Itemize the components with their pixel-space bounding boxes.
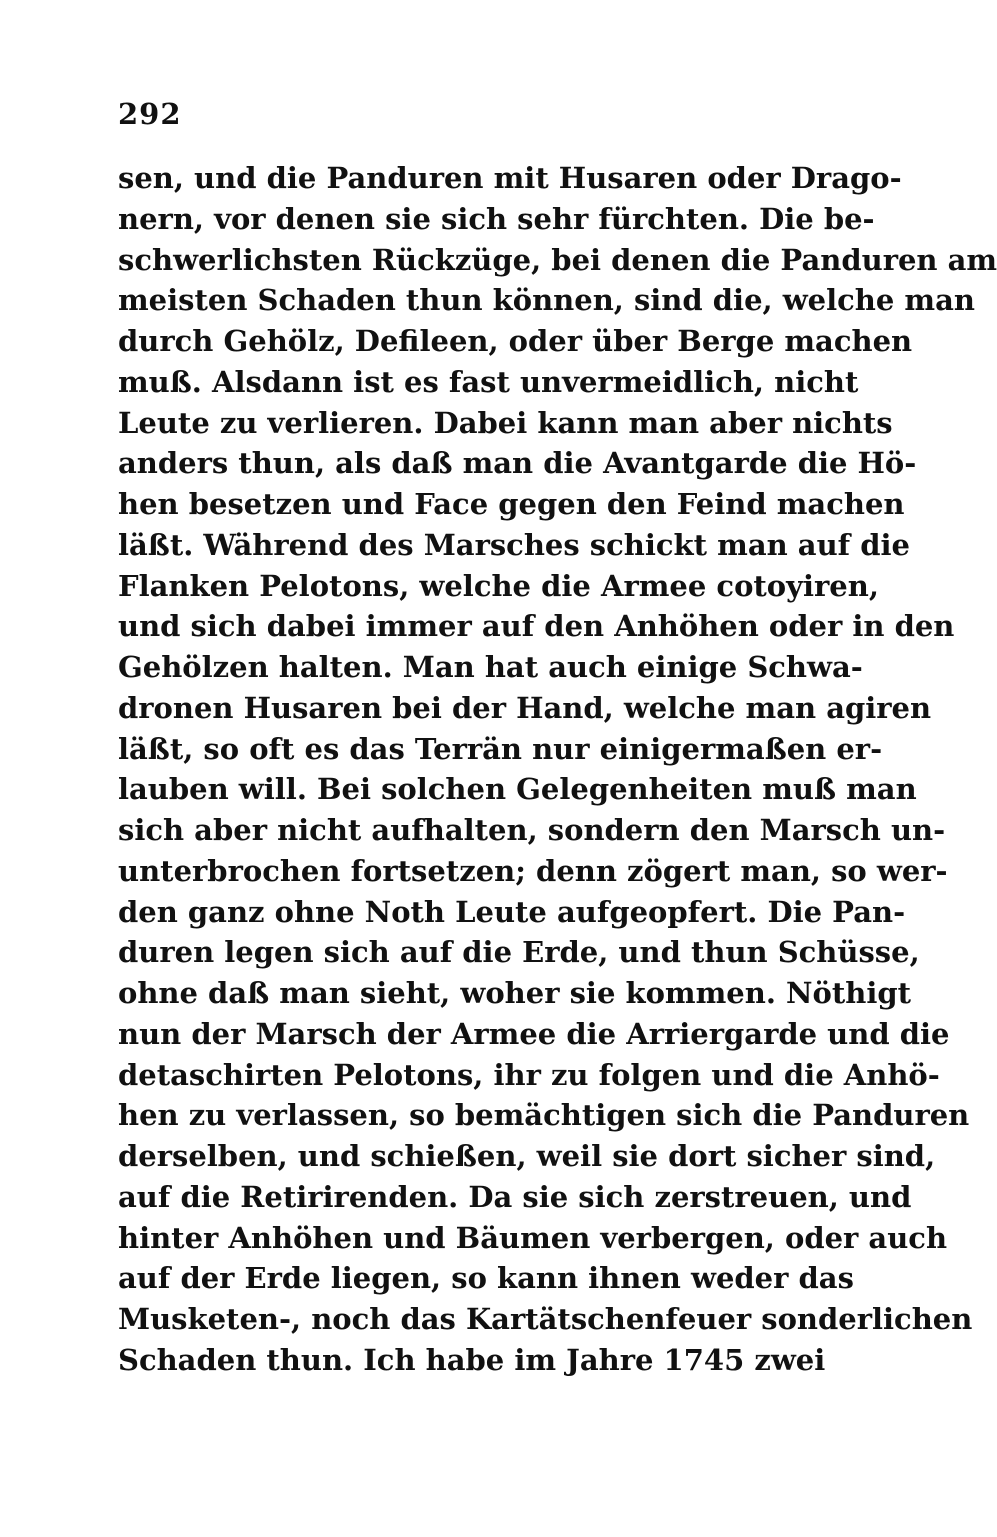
text-line: Schaden thun. Ich habe im Jahre 1745 zwei bbox=[118, 1342, 826, 1377]
text-line: muß. Alsdann ist es fast unvermeidlich, nicht bbox=[118, 364, 859, 399]
page-number: 292 bbox=[118, 97, 182, 131]
text-line: sich aber nicht aufhalten, sondern den Marsch un- bbox=[118, 813, 946, 847]
text-line: auf der Erde liegen, so kann ihnen weder das bbox=[118, 1261, 854, 1296]
text-line: meisten Schaden thun können, sind die, welche man bbox=[118, 283, 975, 318]
text-line: anders thun, als daß man die Avantgarde die Hö- bbox=[118, 446, 917, 481]
text-line: läßt. Während des Marsches schickt man auf die bbox=[118, 527, 910, 562]
text-line: duren legen sich auf die Erde, und thun Schüsse, bbox=[118, 935, 920, 970]
text-line: hen zu verlassen, so bemächtigen sich die Panduren bbox=[118, 1098, 970, 1133]
text-line: durch Gehölz, Defileen, oder über Berge machen bbox=[118, 324, 913, 358]
text-line: und sich dabei immer auf den Anhöhen oder in den bbox=[118, 609, 955, 644]
text-line: lauben will. Bei solchen Gelegenheiten muß man bbox=[118, 772, 917, 807]
text-line: hen besetzen und Face gegen den Feind machen bbox=[118, 487, 905, 521]
body-text bbox=[118, 158, 997, 1381]
text-line: sen, und die Panduren mit Husaren oder Drago- bbox=[118, 161, 902, 195]
text-line: dronen Husaren bei der Hand, welche man agiren bbox=[118, 690, 932, 725]
text-line: Leute zu verlieren. Dabei kann man aber nichts bbox=[118, 405, 893, 440]
text-line: detaschirten Pelotons, ihr zu folgen und die Anhö- bbox=[118, 1057, 940, 1092]
text-line: Gehölzen halten. Man hat auch einige Schwa- bbox=[118, 650, 863, 684]
text-line: Musketen-, noch das Kartätschenfeuer sonderlichen bbox=[118, 1302, 973, 1336]
text-line: schwerlichsten Rückzüge, bei denen die Panduren am bbox=[118, 242, 997, 277]
text-line: unterbrochen fortsetzen; denn zögert man, so wer- bbox=[118, 853, 948, 888]
text-line: nern, vor denen sie sich sehr fürchten. Die be- bbox=[118, 201, 875, 236]
text-line: läßt, so oft es das Terrän nur einigermaßen er- bbox=[118, 731, 883, 766]
text-line: ohne daß man sieht, woher sie kommen. Nöthigt bbox=[118, 976, 912, 1010]
text-line: auf die Retirirenden. Da sie sich zerstreuen, und bbox=[118, 1179, 912, 1214]
text-line: hinter Anhöhen und Bäumen verbergen, oder auch bbox=[118, 1220, 948, 1255]
text-line: derselben, und schießen, weil sie dort sicher sind, bbox=[118, 1139, 936, 1173]
text-line: nun der Marsch der Armee die Arriergarde und die bbox=[118, 1016, 950, 1051]
text-line: den ganz ohne Noth Leute aufgeopfert. Die Pan- bbox=[118, 894, 906, 929]
text-line: Flanken Pelotons, welche die Armee cotoyiren, bbox=[118, 568, 879, 603]
